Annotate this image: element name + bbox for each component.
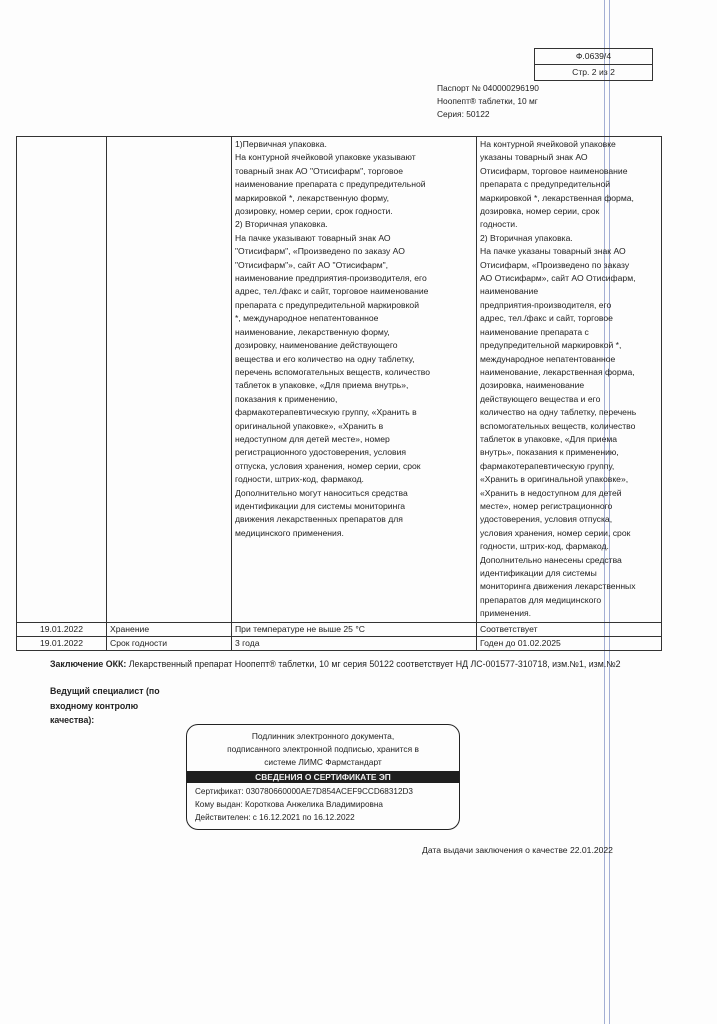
stamp-header: СВЕДЕНИЯ О СЕРТИФИКАТЕ ЭП (187, 771, 459, 783)
date-cell: 19.01.2022 (17, 636, 107, 650)
stamp-issued-to: Кому выдан: Короткова Анжелика Владимировна (195, 800, 383, 809)
form-code-box (534, 48, 653, 81)
form-code: Ф.0639/4 (575, 51, 612, 61)
requirement-cell: 3 года (232, 636, 477, 650)
passport-product: Ноопепт® таблетки, 10 мг (437, 96, 538, 106)
passport-number: Паспорт № 040000296190 (437, 83, 539, 93)
passport-info (437, 82, 539, 121)
specialist-label: Ведущий специалист (по входному контролю качества): (50, 686, 160, 725)
quality-table (16, 136, 662, 651)
stamp-note-line: Подлинник электронного документа, (251, 731, 395, 741)
stamp-certificate: Сертификат: 030780660000AE7D854ACEF9CCD68312D3 (195, 787, 413, 796)
issue-date: Дата выдачи заключения о качестве 22.01.2022 (422, 845, 613, 855)
indicator-cell (107, 137, 232, 623)
indicator-cell: Хранение (107, 622, 232, 636)
table-row (17, 622, 662, 636)
conclusion-label: Заключение ОКК: (50, 659, 127, 669)
indicator-cell: Срок годности (107, 636, 232, 650)
result-cell: Соответствует (477, 622, 662, 636)
conclusion (50, 657, 630, 672)
page-number: Стр. 2 из 2 (535, 64, 652, 80)
stamp-original-note (187, 730, 459, 769)
table-row (17, 137, 662, 623)
date-cell: 19.01.2022 (17, 622, 107, 636)
stamp-validity: Действителен: с 16.12.2021 по 16.12.2022 (195, 813, 355, 822)
conclusion-text: Лекарственный препарат Ноопепт® таблетки, 10 мг серия 50122 соответствует НД ЛС-001577-310718, изм.№1, изм.№2 (126, 659, 621, 669)
requirement-cell: 1)Первичная упаковка. На контурной ячейковой упаковке указывают товарный знак АО "Отисифарм", торговое наименование препарата с предупредительной маркировкой *, лекарственную форму, дозировку, номер серии, срок годности. 2) Вторичная упаковка. На пачке указывают товарный знак АО "Отисифарм", «Произведено по заказу АО "Отисифарм"», сайт АО "Отисифарм", наименование предприятия-производителя, его адрес, тел./факс и сайт, торговое наименование препарата с предупредительной маркировкой *, международное непатентованное наименование, лекарственную форму, дозировку, наименование действующего вещества и его количество на одну таблетку, перечень вспомогательных веществ, количество таблеток в упаковке, «Для приема внутрь», показания к применению, фармакотерапевтическую группу, «Хранить в оригинальной упаковке», «Хранить в недоступном для детей месте», номер регистрационного удостоверения, условия отпуска, условия хранения, номер серии, срок годности, штрих-код, фармакод. Дополнительно могут наноситься средства идентификации для системы мониторинга движения лекарственных препаратов для медицинского применения. (232, 137, 477, 623)
date-cell (17, 137, 107, 623)
requirement-cell: При температуре не выше 25 °С (232, 622, 477, 636)
electronic-signature-stamp (186, 724, 460, 830)
stamp-note-line: системе ЛИМС Фармстандарт (264, 757, 382, 767)
stamp-note-line: подписанного электронной подписью, хранится в (227, 744, 419, 754)
result-cell: Годен до 01.02.2025 (477, 636, 662, 650)
result-cell: На контурной ячейковой упаковке указаны товарный знак АО Отисифарм, торговое наименование препарата с предупредительной маркировкой *, лекарственная форма, дозировка, номер серии, срок годности. 2) Вторичная упаковка. На пачке указаны товарный знак АО Отисифарм, «Произведено по заказу АО Отисифарм», сайт АО Отисифарм, наименование предприятия-производителя, его адрес, тел./факс и сайт, торговое наименование препарата с предупредительной маркировкой *, международное непатентованное наименование, лекарственная форма, дозировка, наименование действующего вещества и его количество на одну таблетку, перечень вспомогательных веществ, количество таблеток в упаковке, «Для приема внутрь», показания к применению, фармакотерапевтическую группу, «Хранить в оригинальной упаковке», «Хранить в недоступном для детей месте», номер регистрационного удостоверения, условия отпуска, условия хранения, номер серии, срок годности, штрих-код, фармакод. Дополнительно нанесены средства идентификации для системы мониторинга движения лекарственных препаратов для медицинского применения. (477, 137, 662, 623)
table-row (17, 636, 662, 650)
passport-series: Серия: 50122 (437, 109, 490, 119)
